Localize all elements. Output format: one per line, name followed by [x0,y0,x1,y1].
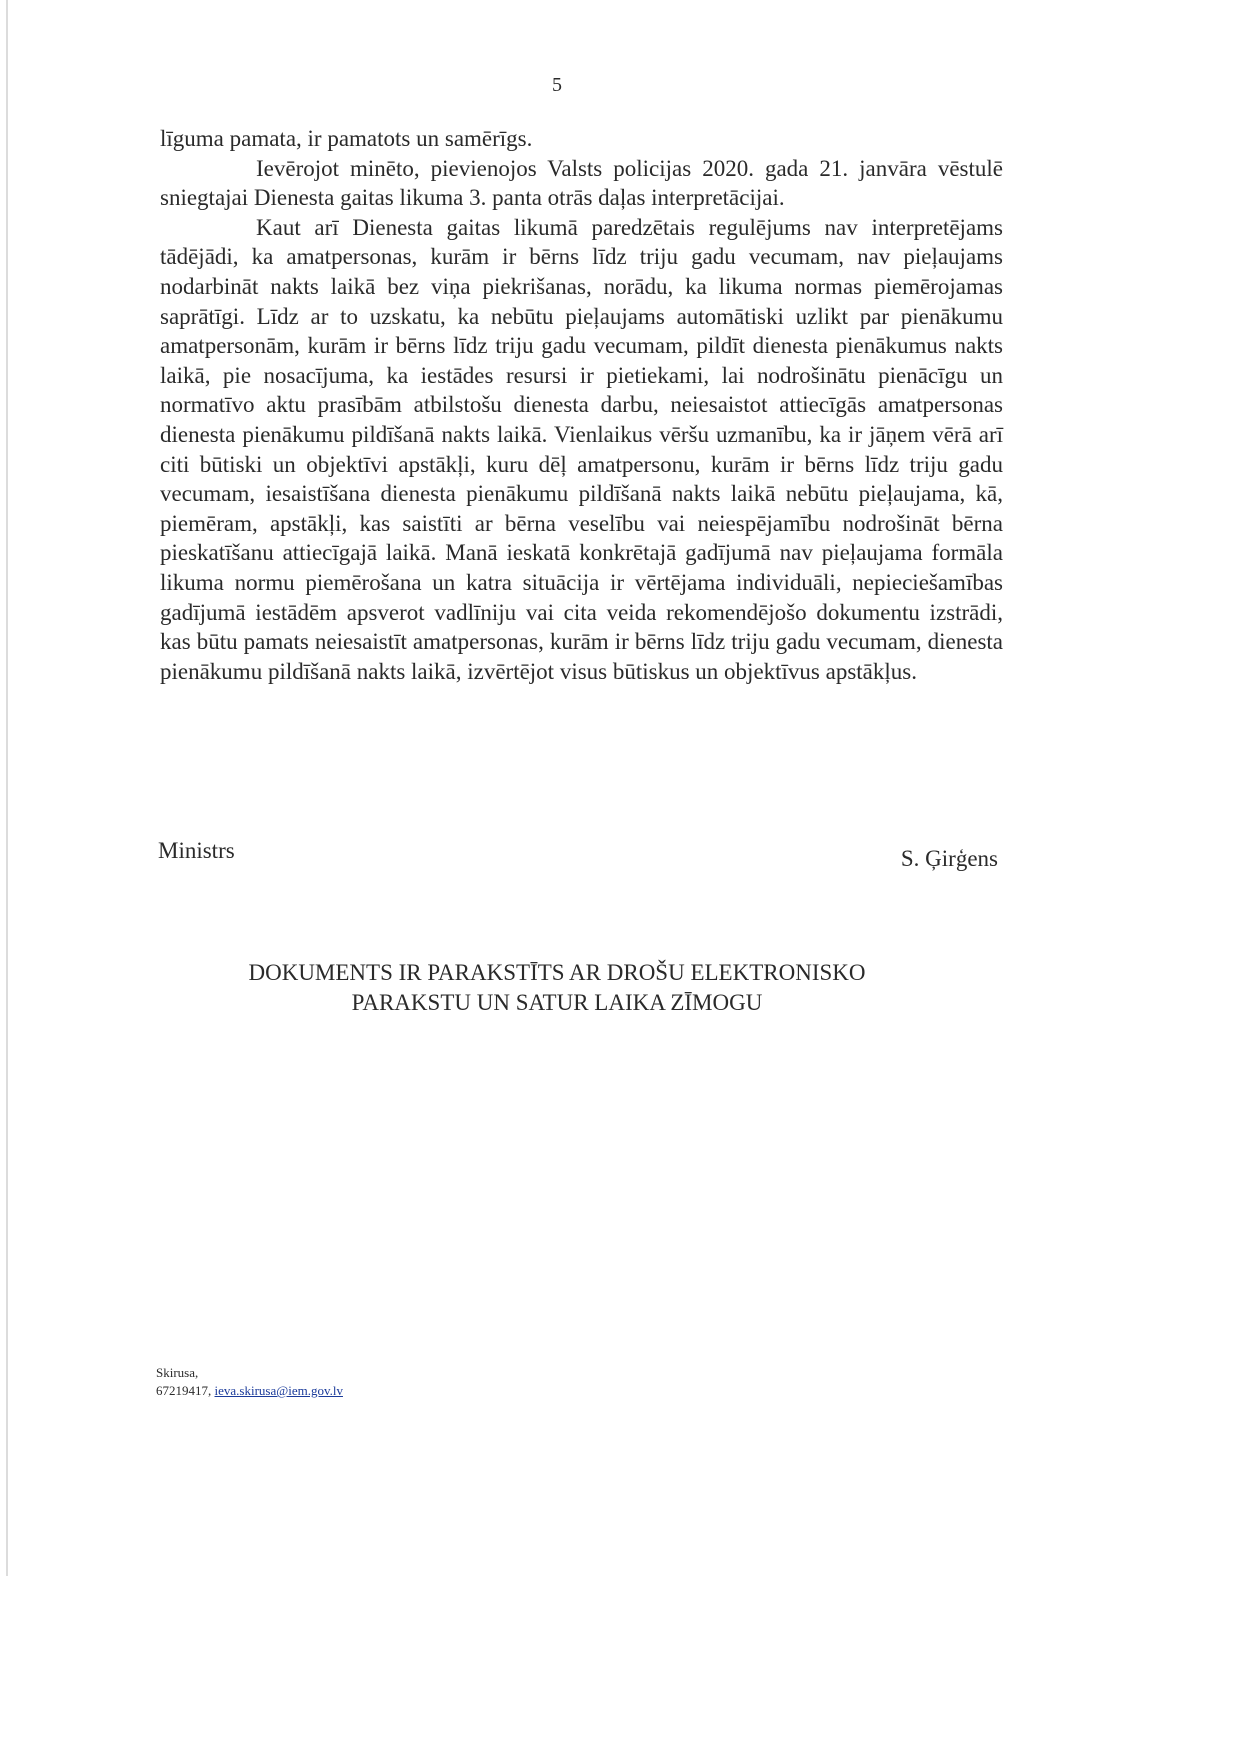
contact-phone: 67219417, [156,1383,212,1398]
signatory-name: S. Ģirģens [900,846,998,871]
contact-line [156,1382,343,1400]
signatory-title: Ministrs [158,838,235,863]
electronic-signature-notice-line-1: DOKUMENTS IR PARAKSTĪTS AR DROŠU ELEKTRONISKO [248,960,866,985]
paragraph-continuation: līguma pamata, ir pamatots un samērīgs. [160,126,533,151]
contact-email-link[interactable]: ieva.skirusa@iem.gov.lv [214,1383,343,1398]
electronic-signature-notice-line-2: PARAKSTU UN SATUR LAIKA ZĪMOGU [351,990,763,1015]
paragraph-opinion: Kaut arī Dienesta gaitas likumā paredzētais regulējums nav interpretējams tādējādi, ka amatpersonas, kurām ir bērns līdz triju gadu vecumam, nav pieļaujams nodarbināt nakts laikā bez viņa piekrišanas, norādu, ka likuma normas piemērojamas saprātīgi. Līdz ar to uzskatu, ka nebūtu pieļaujams automātiski uzlikt par pienākumu amatpersonām, kurām ir bērns līdz triju gadu vecumam, pildīt dienesta pienākumus nakts laikā, pie nosacījuma, ka iestādes resursi ir pietiekami, lai nodrošinātu pienācīgu un normatīvo aktu prasībām atbilstošu dienesta darbu, neiesaistot attiecīgās amatpersonas dienesta pienākumu pildīšanā nakts laikā. Vienlaikus vēršu uzmanību, ka ir jāņem vērā arī citi būtiski un objektīvi apstākļi, kuru dēļ amatpersonu, kurām ir bērns līdz triju gadu vecumam, iesaistīšana dienesta pienākumu pildīšanā nakts laikā nebūtu pieļaujama, kā, piemēram, apstākļi, kas saistīti ar bērna veselību vai neiespējamību nodrošināt bērna pieskatīšanu attiecīgajā laikā. Manā ieskatā konkrētajā gadījumā nav pieļaujama formāla likuma normu piemērošana un katra situācija ir vērtējama individuāli, nepieciešamības gadījumā iestādēm apsverot vadlīniju vai cita veida rekomendējošo dokumentu izstrādi, kas būtu pamats neiesaistīt amatpersonas, kurām ir bērns līdz triju gadu vecumam, dienesta pienākumu pildīšanā nakts laikā, izvērtējot visus būtiskus un objektīvus apstākļus. [160,214,1003,684]
scan-edge-line [6,0,8,1576]
electronic-signature-notice [0,958,1114,1018]
letter-body [160,124,1003,686]
page-number: 5 [552,74,562,96]
paragraph-conclusion: Ievērojot minēto, pievienojos Valsts policijas 2020. gada 21. janvāra vēstulē sniegtajai Dienesta gaitas likuma 3. panta otrās daļas interpretācijai. [160,155,1003,211]
contact-name: Skirusa, [156,1365,199,1380]
contact-block [156,1364,343,1400]
